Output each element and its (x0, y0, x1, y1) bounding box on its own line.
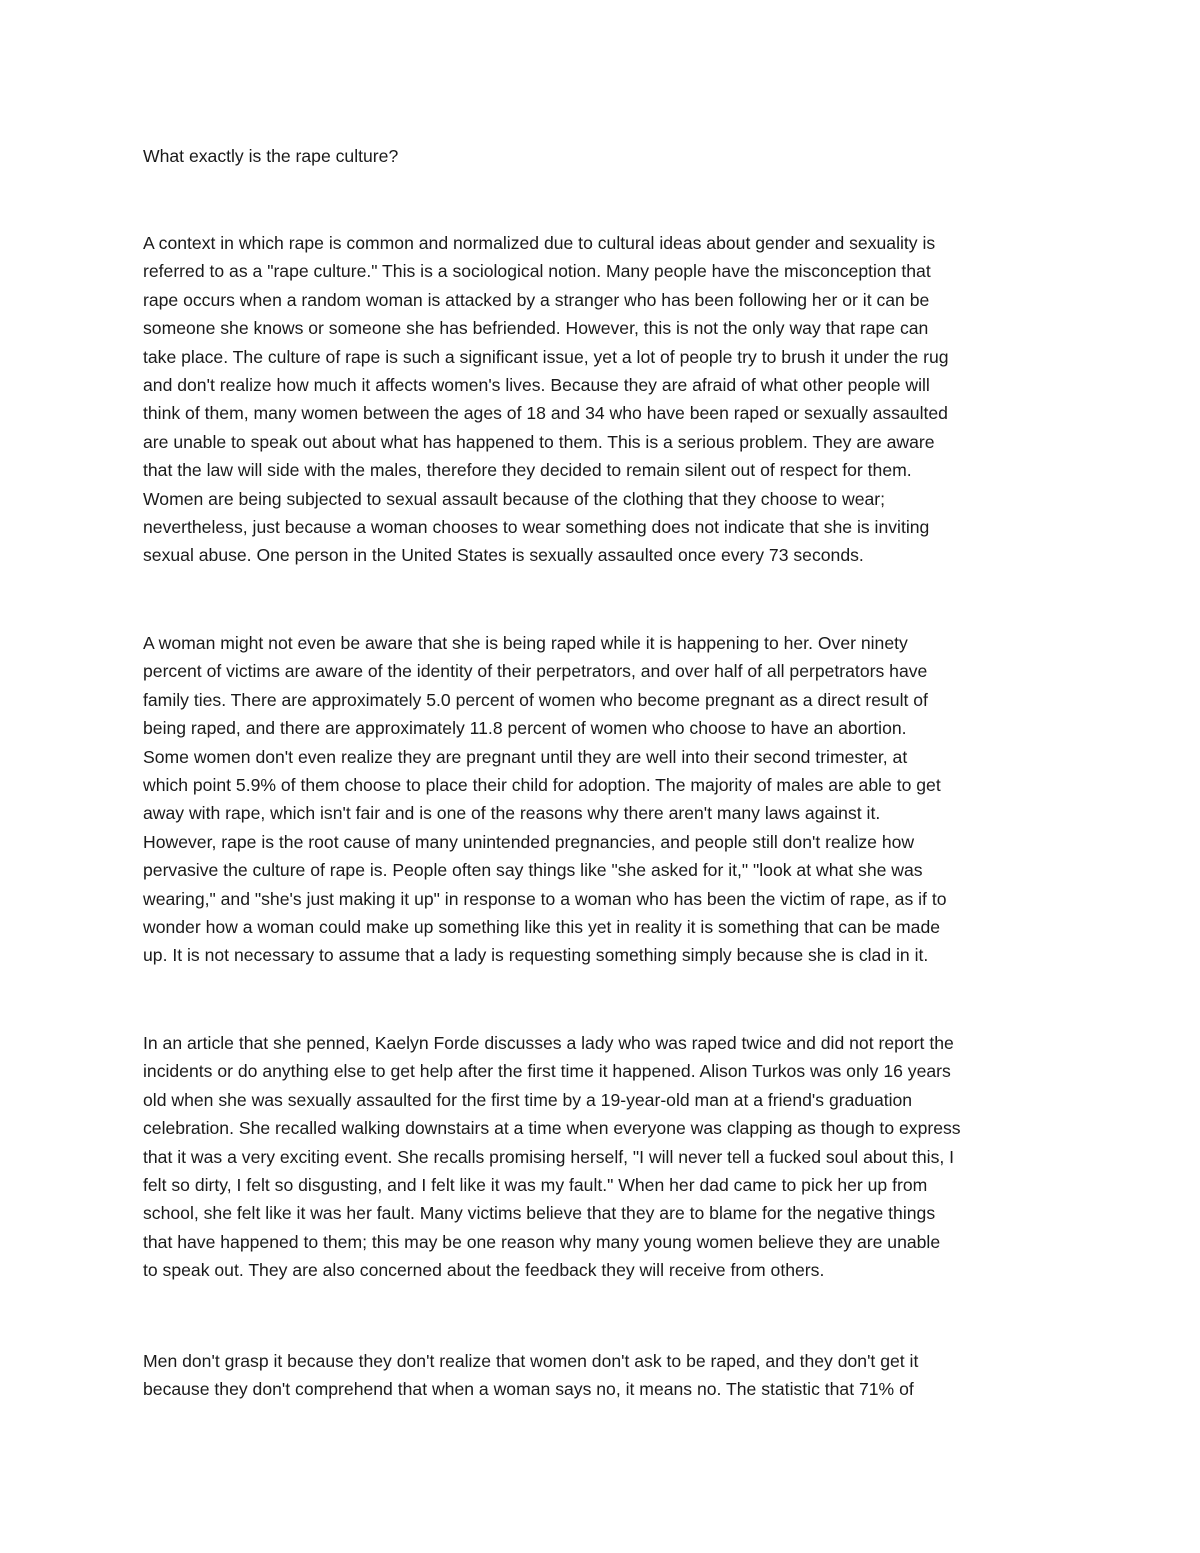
text-line: that the law will side with the males, therefore they decided to remain silent out of respect for them. (143, 460, 912, 481)
text-line: Some women don't even realize they are pregnant until they are well into their second trimester, at (143, 746, 908, 767)
text-line: to speak out. They are also concerned about the feedback they will receive from others. (143, 1260, 825, 1281)
text-line: incidents or do anything else to get help after the first time it happened. Alison Turkos was only 16 years (143, 1061, 951, 1082)
text-line: family ties. There are approximately 5.0 percent of women who become pregnant as a direct result of (143, 689, 928, 710)
text-line: away with rape, which isn't fair and is one of the reasons why there aren't many laws against it. (143, 803, 881, 824)
text-line: wonder how a woman could make up something like this yet in reality it is something that can be made (143, 917, 941, 938)
text-line: referred to as a "rape culture." This is a sociological notion. Many people have the misconception that (143, 261, 931, 282)
text-line: In an article that she penned, Kaelyn Forde discusses a lady who was raped twice and did not report the (143, 1033, 954, 1053)
document-title: What exactly is the rape culture? (143, 146, 399, 166)
text-line: that it was a very exciting event. She recalls promising herself, "I will never tell a fucked soul about this, I (143, 1146, 955, 1167)
text-line: pervasive the culture of rape is. People often say things like "she asked for it," "look at what she was (143, 860, 923, 881)
text-line: think of them, many women between the ages of 18 and 34 who have been raped or sexually assaulted (143, 403, 948, 424)
text-line: A context in which rape is common and normalized due to cultural ideas about gender and sexuality is (143, 233, 936, 253)
text-line: Men don't grasp it because they don't realize that women don't ask to be raped, and they don't get it (143, 1351, 919, 1371)
text-line: take place. The culture of rape is such a significant issue, yet a lot of people try to brush it under the rug (143, 346, 949, 367)
text-line: percent of victims are aware of the identity of their perpetrators, and over half of all perpetrators have (143, 661, 928, 682)
text-line: Women are being subjected to sexual assault because of the clothing that they choose to wear; (143, 488, 886, 509)
text-line: school, she felt like it was her fault. Many victims believe that they are to blame for the negative things (143, 1203, 936, 1224)
text-line: rape occurs when a random woman is attacked by a stranger who has been following her or it can be (143, 289, 930, 310)
text-line: which point 5.9% of them choose to place their child for adoption. The majority of males are able to get (143, 775, 941, 796)
paragraph-2 (143, 629, 1061, 970)
paragraph-3 (143, 1029, 1061, 1285)
text-line: that have happened to them; this may be one reason why many young women believe they are unable (143, 1231, 941, 1252)
text-line: and don't realize how much it affects women's lives. Because they are afraid of what other people will (143, 375, 930, 396)
text-line: celebration. She recalled walking downstairs at a time when everyone was clapping as though to express (143, 1118, 961, 1139)
text-line: are unable to speak out about what has happened to them. This is a serious problem. They are aware (143, 431, 935, 452)
text-line: A woman might not even be aware that she is being raped while it is happening to her. Over ninety (143, 633, 908, 653)
text-line: up. It is not necessary to assume that a lady is requesting something simply because she is clad in it. (143, 945, 929, 966)
text-line: being raped, and there are approximately 11.8 percent of women who choose to have an abortion. (143, 718, 907, 739)
text-line: old when she was sexually assaulted for the first time by a 19-year-old man at a friend's graduation (143, 1089, 913, 1110)
text-line: because they don't comprehend that when a woman says no, it means no. The statistic that 71% of (143, 1379, 914, 1400)
text-line: felt so dirty, I felt so disgusting, and I felt like it was my fault." When her dad came to pick her up from (143, 1175, 928, 1196)
text-line: wearing," and "she's just making it up" in response to a woman who has been the victim of rape, as if to (143, 888, 947, 909)
text-line: nevertheless, just because a woman chooses to wear something does not indicate that she is inviting (143, 517, 930, 538)
text-line: sexual abuse. One person in the United States is sexually assaulted once every 73 seconds. (143, 545, 864, 566)
text-line: someone she knows or someone she has befriended. However, this is not the only way that rape can (143, 318, 929, 339)
text-line: However, rape is the root cause of many unintended pregnancies, and people still don't realize how (143, 831, 915, 852)
paragraph-1 (143, 229, 1061, 570)
paragraph-4 (143, 1347, 1061, 1404)
